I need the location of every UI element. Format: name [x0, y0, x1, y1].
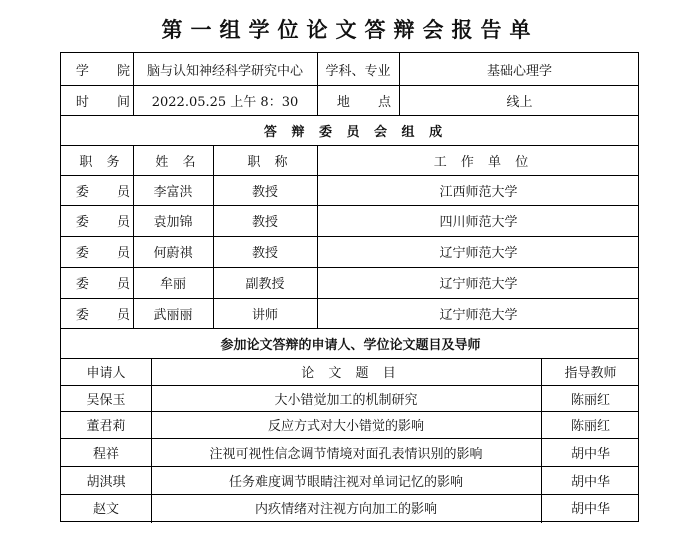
- time-label: 时 间: [75, 94, 143, 110]
- col-header-affiliation: 工 作 单 位: [433, 154, 534, 170]
- committee-heading: 答 辩 委 员 会 组 成: [263, 124, 448, 140]
- committee-affiliation: 辽宁师范大学: [439, 277, 518, 292]
- col-header-thesis-title: 论 文 题 目: [301, 366, 401, 381]
- committee-rank: 副教授: [245, 277, 285, 292]
- report-table: [60, 52, 639, 522]
- applicant-name: 赵文: [92, 502, 119, 517]
- committee-name: 何蔚祺: [153, 246, 193, 261]
- committee-role: 委 员: [75, 277, 143, 292]
- col-header-role: 职 务: [79, 154, 125, 170]
- discipline-value: 基础心理学: [486, 63, 552, 79]
- col-header-applicant: 申请人: [86, 366, 126, 381]
- committee-name: 牟丽: [159, 277, 186, 292]
- committee-role: 委 员: [75, 184, 143, 200]
- advisor-name: 胡中华: [570, 502, 610, 517]
- thesis-title: 注视可视性信念调节情境对面孔表情识别的影响: [209, 446, 483, 462]
- page-title: 第一组学位论文答辩会报告单: [161, 18, 539, 42]
- college-label: 学 院: [75, 63, 143, 79]
- advisor-name: 陈丽红: [570, 419, 610, 434]
- discipline-label: 学科、专业: [325, 63, 391, 79]
- committee-role: 委 员: [75, 246, 143, 261]
- committee-role: 委 员: [75, 215, 143, 230]
- col-header-name: 姓 名: [155, 154, 201, 170]
- applicant-name: 程祥: [92, 446, 119, 462]
- committee-rank: 讲师: [251, 307, 278, 323]
- committee-name: 李富洪: [153, 184, 193, 200]
- committee-rank: 教授: [251, 184, 278, 200]
- place-value: 线上: [506, 94, 533, 110]
- committee-name: 武丽丽: [153, 307, 193, 323]
- advisor-name: 陈丽红: [570, 392, 610, 408]
- col-header-advisor: 指导教师: [564, 366, 617, 381]
- thesis-title: 大小错觉加工的机制研究: [274, 392, 418, 408]
- thesis-title: 反应方式对大小错觉的影响: [267, 419, 424, 434]
- committee-affiliation: 江西师范大学: [439, 184, 518, 200]
- place-label: 地 点: [336, 94, 404, 110]
- applicant-name: 董君莉: [86, 419, 126, 434]
- committee-affiliation: 辽宁师范大学: [439, 307, 518, 323]
- committee-affiliation: 辽宁师范大学: [439, 246, 518, 261]
- committee-rank: 教授: [251, 215, 278, 230]
- thesis-title: 内疚情绪对注视方向加工的影响: [254, 502, 437, 517]
- committee-name: 袁加锦: [153, 215, 193, 230]
- committee-rank: 教授: [251, 246, 278, 261]
- college-value: 脑与认知神经科学研究中心: [146, 63, 303, 79]
- applicant-name: 吴保玉: [86, 392, 126, 408]
- applicants-heading: 参加论文答辩的申请人、学位论文题目及导师: [220, 337, 481, 353]
- advisor-name: 胡中华: [570, 446, 610, 462]
- applicant-name: 胡淇琪: [86, 474, 126, 490]
- committee-role: 委 员: [75, 307, 143, 323]
- col-header-rank: 职 称: [247, 154, 293, 170]
- thesis-title: 任务难度调节眼睛注视对单词记忆的影响: [228, 474, 463, 490]
- time-value: 2022.05.25 上午 8：30: [151, 94, 299, 110]
- advisor-name: 胡中华: [570, 474, 610, 490]
- committee-affiliation: 四川师范大学: [439, 215, 518, 230]
